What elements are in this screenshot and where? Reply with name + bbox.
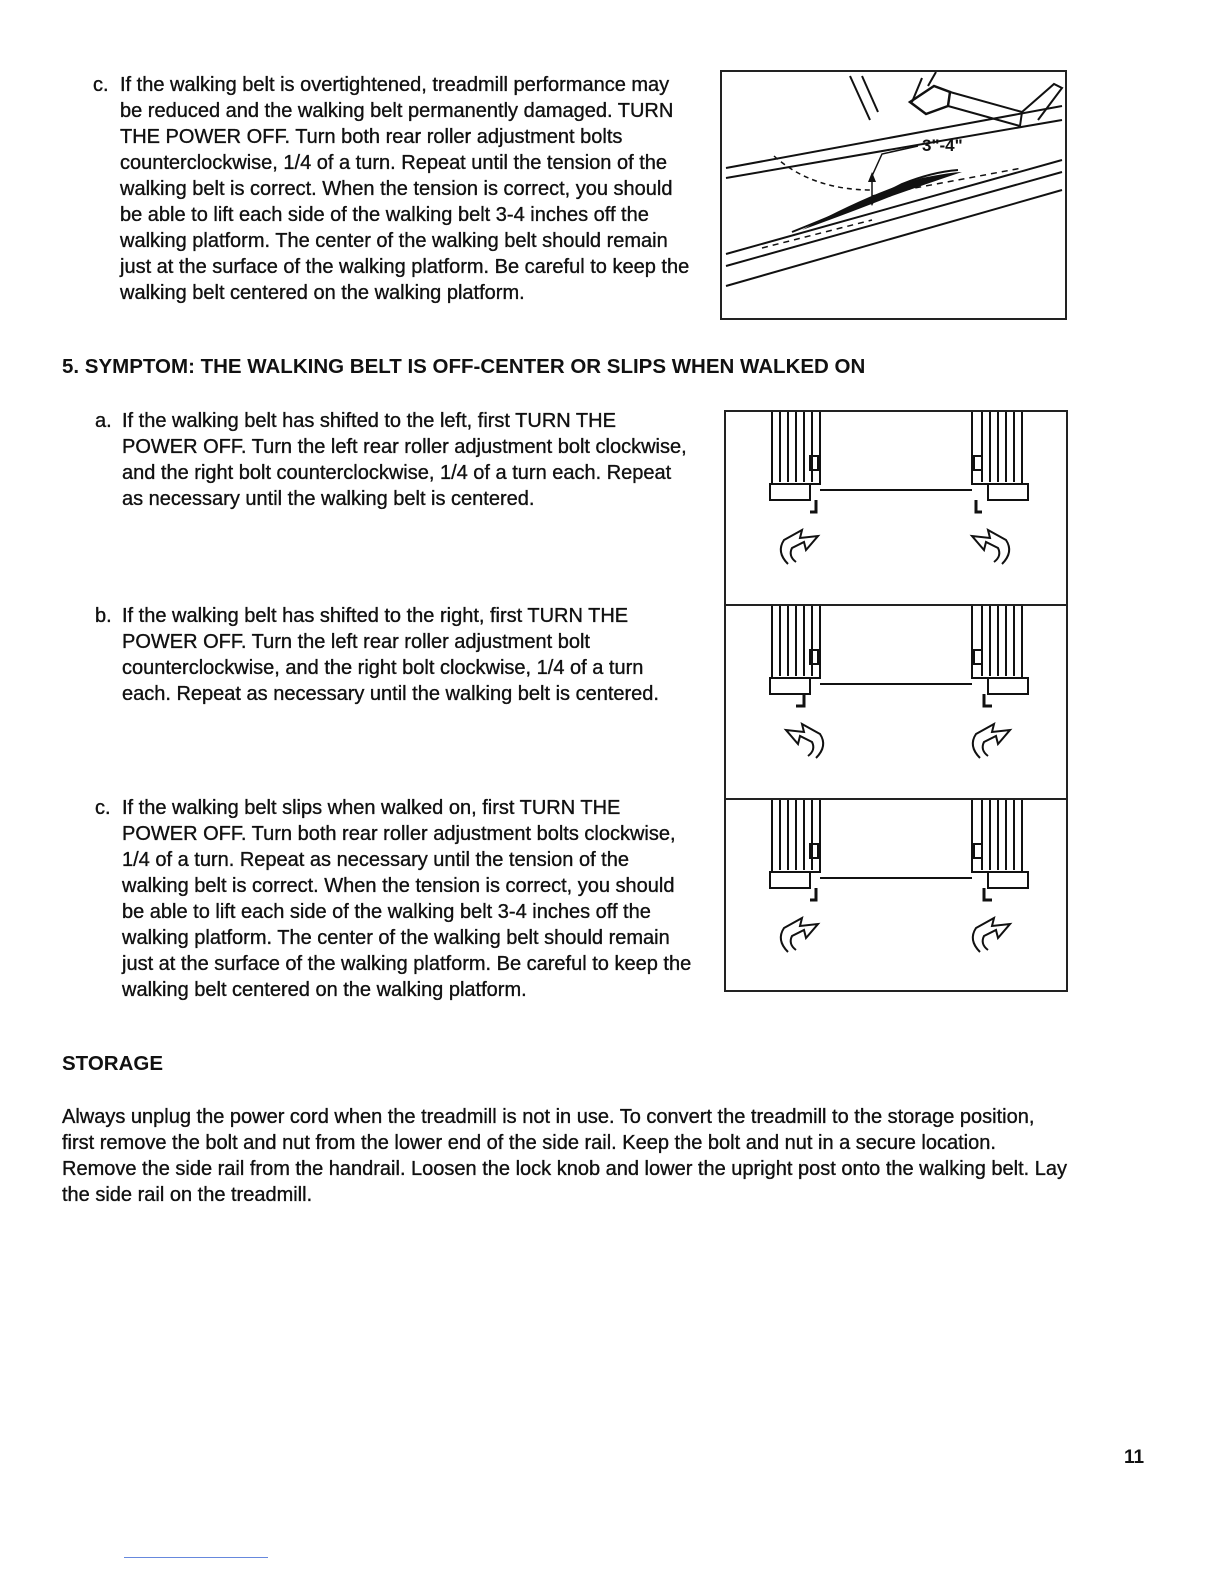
step-5a-label: a. (95, 410, 112, 432)
roller-adjustment-figure (724, 410, 1068, 992)
panel-belt-slips-illustration (726, 800, 1066, 992)
scan-edge-line (124, 1557, 268, 1558)
panel-shift-right-illustration (726, 606, 1066, 798)
step-5c-text: If the walking belt slips when walked on, first TURN THE POWER OFF. Turn both rear roller adjustment bolts clockwise, 1/4 of a turn. Repeat as necessary until the tension of the walking belt is correct. When the tension is correct, you should be able to lift each side of the walking belt 3-4 inches off the walking platform. The center of the walking belt should remain just at the surface of the walking platform. Be careful to keep the walking belt centered on the walking platform. (122, 797, 692, 1001)
panel-shift-left (726, 412, 1066, 604)
panel-shift-left-illustration (726, 412, 1066, 604)
step-5b-text: If the walking belt has shifted to the right, first TURN THE POWER OFF. Turn the left rear roller adjustment bolt counterclockwise, and the right bolt clockwise, 1/4 of a turn each. Repeat as necessary until the walking belt is centered. (122, 605, 659, 705)
step-4c-text: If the walking belt is overtightened, treadmill performance may be reduced and the walking belt permanently damaged. TURN THE POWER OFF. Turn both rear roller adjustment bolts counterclockwise, 1/4 of a turn. Repeat until the tension of the walking belt is correct. When the tension is correct, you should be able to lift each side of the walking belt 3-4 inches off the walking platform. The center of the walking belt should remain just at the surface of the walking platform. Be careful to keep the walking belt centered on the walking platform. (120, 74, 690, 304)
panel-belt-slips (726, 798, 1066, 990)
step-4c-label: c. (93, 74, 109, 96)
step-5c-label: c. (95, 797, 111, 819)
belt-tension-illustration (722, 72, 1065, 318)
step-5a-paragraph (95, 408, 692, 512)
step-5c-paragraph (95, 795, 697, 1003)
belt-lift-measurement: 3"-4" (922, 136, 963, 155)
step-4c-paragraph (93, 72, 695, 306)
belt-tension-figure (720, 70, 1067, 320)
panel-shift-right (726, 604, 1066, 798)
step-5a-text: If the walking belt has shifted to the left, first TURN THE POWER OFF. Turn the left rear roller adjustment bolt clockwise, and the right bolt counterclockwise, 1/4 of a turn each. Repeat as necessary until the walking belt is centered. (122, 410, 687, 510)
storage-heading: STORAGE (62, 1052, 163, 1075)
step-5b-paragraph (95, 603, 692, 707)
step-5b-label: b. (95, 605, 112, 627)
storage-paragraph: Always unplug the power cord when the treadmill is not in use. To convert the treadmill to the storage position, first remove the bolt and nut from the lower end of the side rail. Keep the bolt and nut in a secure location. Remove the side rail from the handrail. Loosen the lock knob and lower the upright post onto the walking belt. Lay the side rail on the treadmill. (62, 1106, 1068, 1206)
symptom-5-heading: 5. SYMPTOM: THE WALKING BELT IS OFF-CENTER OR SLIPS WHEN WALKED ON (62, 355, 866, 378)
page-number: 11 (1124, 1447, 1145, 1468)
